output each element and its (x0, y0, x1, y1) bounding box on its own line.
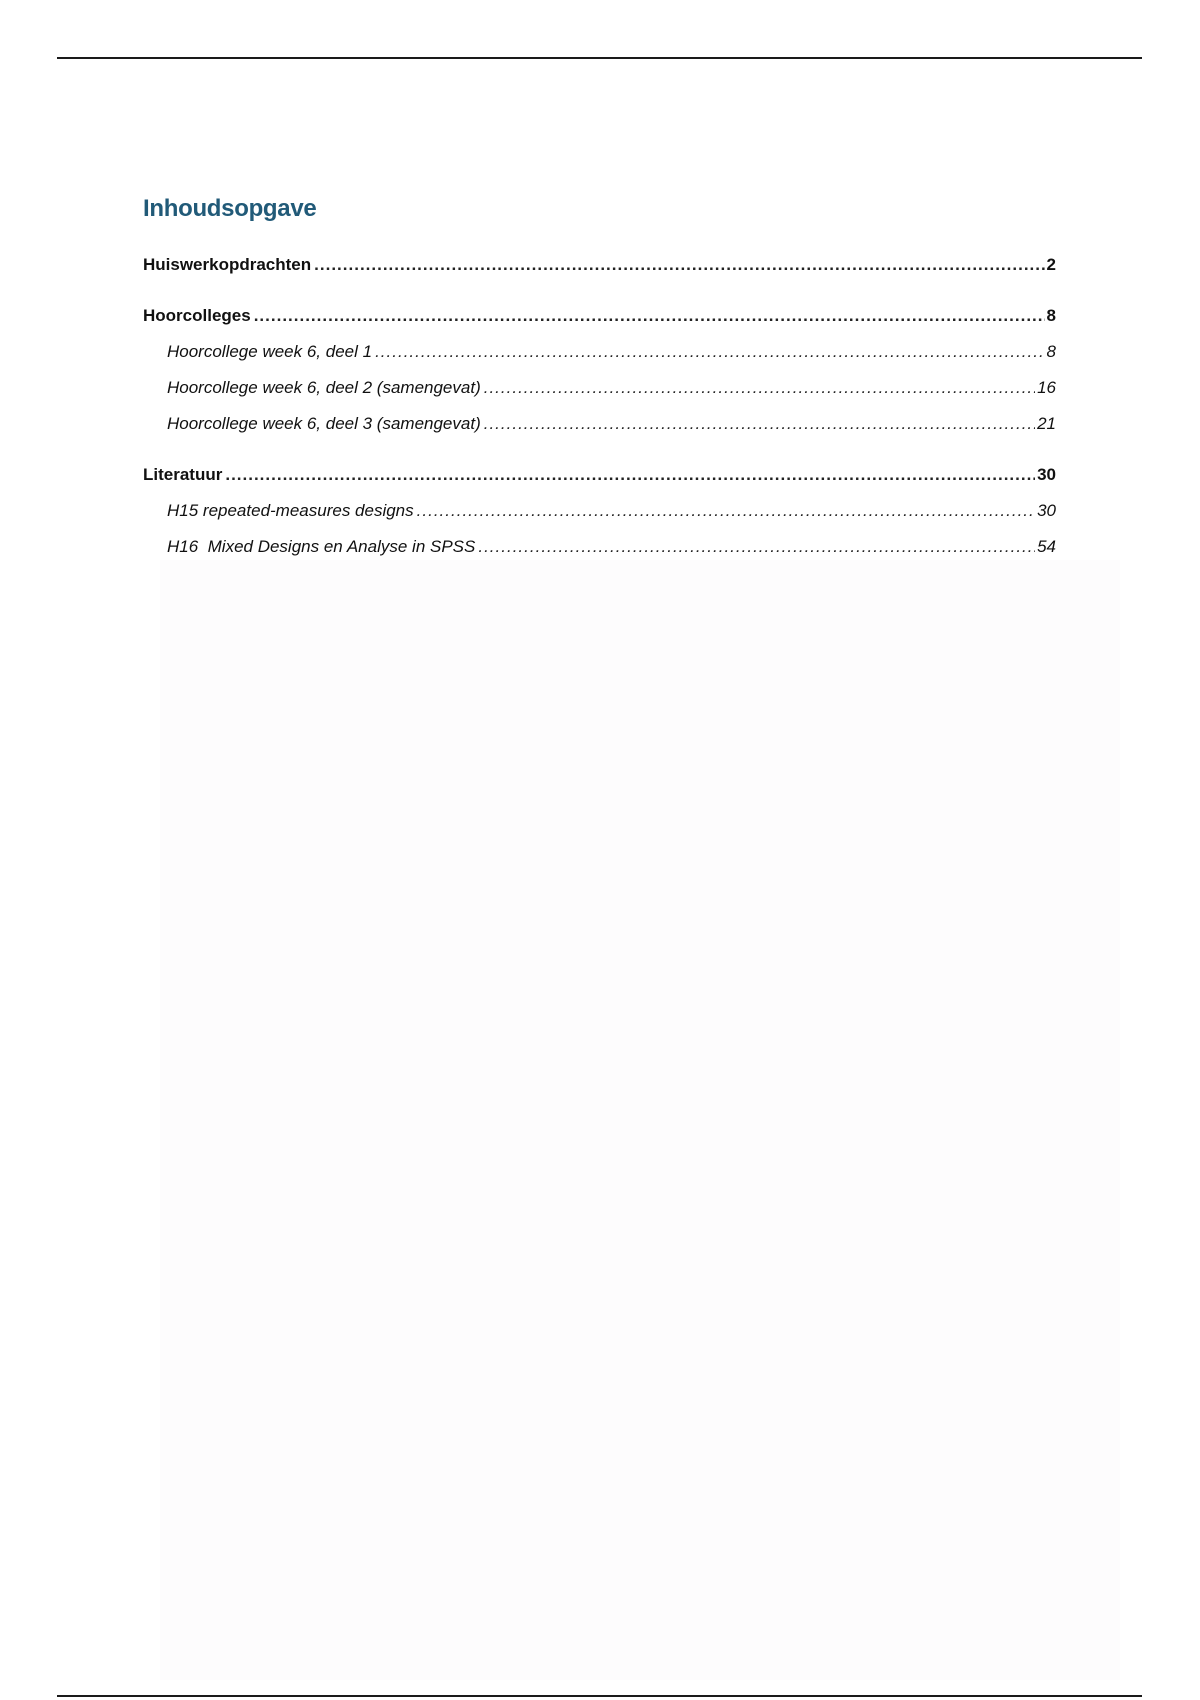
toc-entry-page: 21 (1037, 414, 1056, 433)
header-rule (57, 57, 1142, 59)
footer-rule (57, 1695, 1142, 1697)
toc-entry-label: Hoorcollege week 6, deel 3 (samengevat) (167, 414, 481, 433)
toc-entry-literatuur[interactable] (143, 462, 1056, 488)
table-of-contents (143, 252, 1056, 560)
dot-leader (375, 339, 1044, 365)
dot-leader (484, 411, 1035, 437)
toc-entry-label: Literatuur (143, 465, 223, 484)
page-background (160, 560, 1120, 1680)
toc-entry-page: 8 (1046, 342, 1056, 361)
toc-entry-hoorcollege-deel-1[interactable] (143, 339, 1056, 365)
toc-title: Inhoudsopgave (143, 195, 317, 222)
toc-entry-page: 2 (1046, 255, 1056, 274)
toc-entry-label: Hoorcollege week 6, deel 1 (167, 342, 373, 361)
toc-entry-hoorcollege-deel-2[interactable] (143, 375, 1056, 401)
toc-entry-label: H15 repeated-measures designs (167, 501, 414, 520)
toc-entry-label: Hoorcolleges (143, 306, 251, 325)
dot-leader (484, 375, 1035, 401)
toc-entry-hoorcolleges[interactable] (143, 303, 1056, 329)
toc-entry-h15[interactable] (143, 498, 1056, 524)
dot-leader (314, 252, 1044, 278)
toc-entry-h16[interactable] (143, 534, 1056, 560)
toc-entry-page: 16 (1037, 378, 1056, 397)
toc-entry-page: 8 (1046, 306, 1056, 325)
toc-entry-page: 30 (1037, 501, 1056, 520)
toc-entry-label: Huiswerkopdrachten (143, 255, 312, 274)
toc-entry-label: H16 Mixed Designs en Analyse in SPSS (167, 537, 476, 556)
dot-leader (478, 534, 1035, 560)
toc-entry-page: 30 (1037, 465, 1056, 484)
toc-entry-page: 54 (1037, 537, 1056, 556)
toc-entry-label: Hoorcollege week 6, deel 2 (samengevat) (167, 378, 481, 397)
dot-leader (254, 303, 1045, 329)
toc-entry-huiswerkopdrachten[interactable] (143, 252, 1056, 278)
dot-leader (417, 498, 1035, 524)
toc-entry-hoorcollege-deel-3[interactable] (143, 411, 1056, 437)
dot-leader (225, 462, 1035, 488)
